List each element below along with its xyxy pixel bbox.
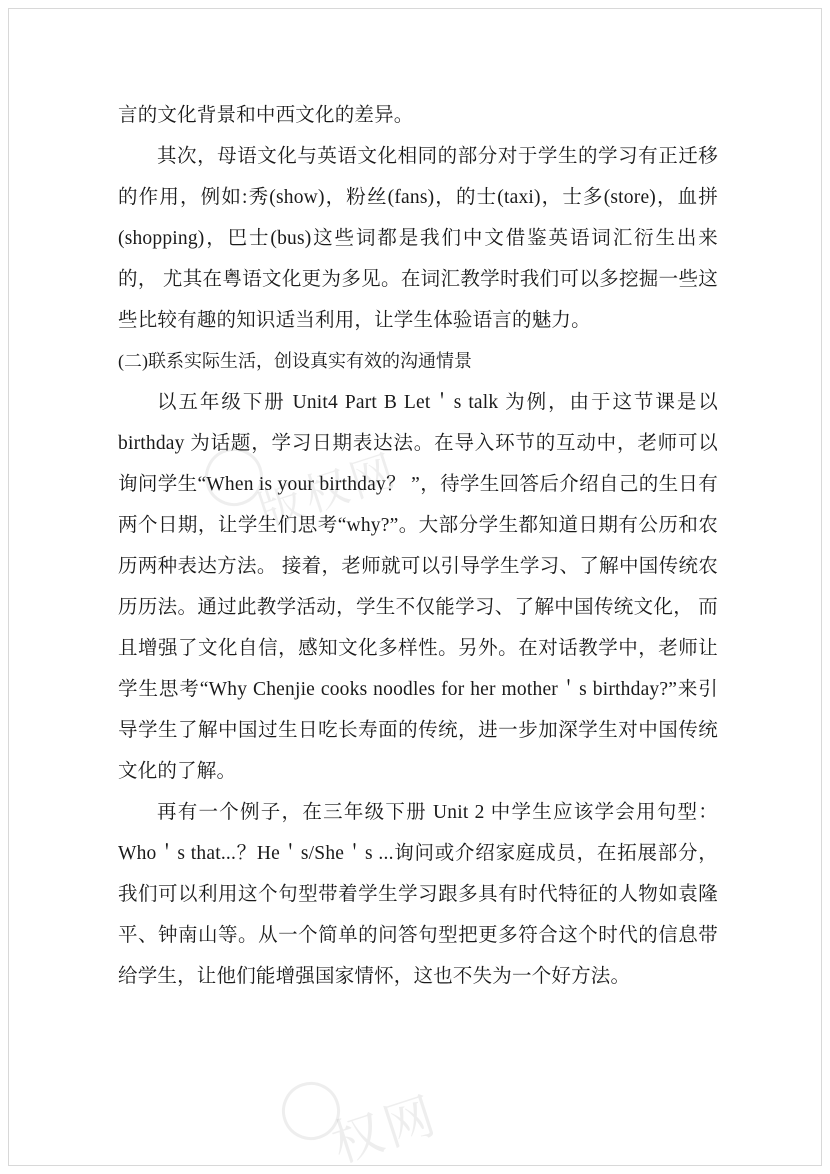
paragraph-example-unit2: 再有一个例子，在三年级下册 Unit 2 中学生应该学会用句型：Who＇s that...？He＇s/She＇s ...询问或介绍家庭成员，在拓展部分，我们可以利用这个句型带着学生学习跟多具有时代特征的人物如袁隆平、钟南山等。从一个简单的问答句型把更多符合这个时代的信息带给学生，让他们能增强国家情怀，这也不失为一个好方法。: [118, 802, 718, 987]
watermark-text-bottom: 权网: [325, 1086, 446, 1174]
watermark-ring-bottom-icon: [274, 1074, 347, 1147]
watermark-text-top: 版权网: [252, 445, 405, 537]
paragraph-continuation: 言的文化背景和中西文化的差异。: [118, 105, 414, 126]
paragraph-second-point: 其次，母语文化与英语文化相同的部分对于学生的学习有正迁移的作用，例如:秀(show)，粉丝(fans)，的士(taxi)，士多(store)，血拼(shopping)，巴士(bus)这些词都是我们中文借鉴英语词汇衍生出来的， 尤其在粤语文化更为多见。在词汇教学时我们可以多挖掘一些这些比较有趣的知识适当利用，让学生体验语言的魅力。: [118, 146, 718, 331]
document-body: [118, 95, 718, 997]
paragraph-example-unit4: 以五年级下册 Unit4 Part B Let＇s talk 为例，由于这节课是以 birthday 为话题，学习日期表达法。在导入环节的互动中，老师可以询问学生“When is your birthday？ ”，待学生回答后介绍自己的生日有两个日期，让学生们思考“why?”。大部分学生都知道日期有公历和农历两种表达方法。 接着，老师就可以引导学生学习、了解中国传统农历历法。通过此教学活动，学生不仅能学习、了解中国传统文化， 而且增强了文化自信，感知文化多样性。另外。在对话教学中，老师让学生思考“Why Chenjie cooks noodles for her mother＇s birthday?”来引导学生了解中国过生日吃长寿面的传统，进一步加深学生对中国传统文化的了解。: [118, 392, 718, 782]
section-heading: (二)联系实际生活，创设真实有效的沟通情景: [118, 351, 472, 371]
